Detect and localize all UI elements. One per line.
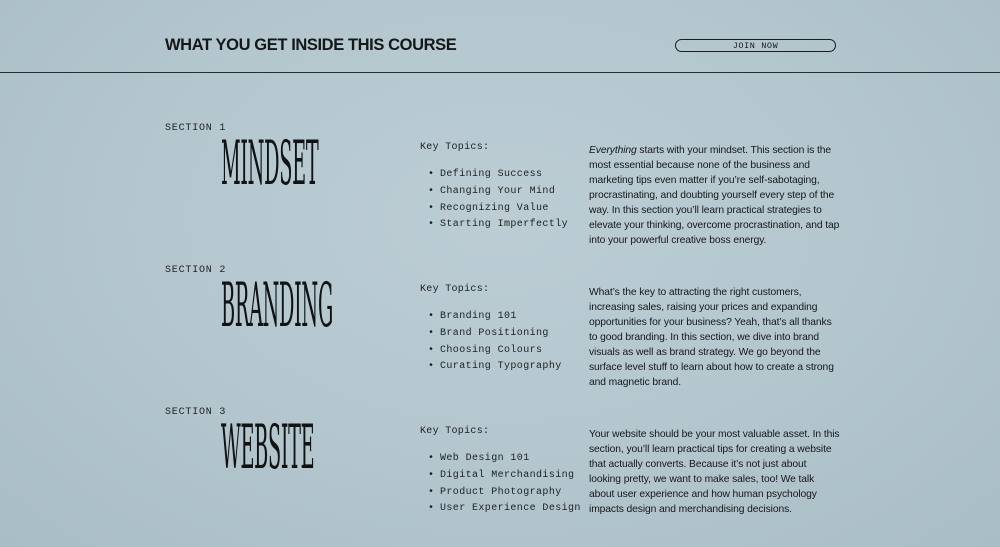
section-description: Your website should be your most valuable asset. In this section, you’ll learn practical tips for creating a website that actually converts. Because it’s not just about looking pretty, we want to make sales, too! We talk about user experience and how human psychology impacts design and merchandising decisions.: [589, 429, 840, 515]
topic-item: • Branding 101: [428, 311, 517, 322]
description-emphasis: Everything: [589, 145, 637, 156]
topics-heading: Key Topics:: [420, 426, 490, 437]
topics-heading: Key Topics:: [420, 142, 490, 153]
section-mindset: [0, 123, 1000, 263]
topic-item: • Curating Typography: [428, 361, 562, 373]
header: [0, 0, 1000, 73]
section-description: What’s the key to attracting the right customers, increasing sales, raising your prices and expanding opportunities for your business? Yeah, that’s all thanks to good branding. In this section, we dive into brand visuals as well as brand strategy. We go beyond the surface level stuff to learn about how to create a strong and magnetic brand.: [589, 287, 834, 388]
section-title: WEBSITE: [221, 413, 315, 484]
topics-list: [428, 309, 562, 376]
topic-item: • Changing Your Mind: [428, 185, 556, 197]
page-title: WHAT YOU GET INSIDE THIS COURSE: [165, 36, 457, 54]
section-title: MINDSET: [221, 129, 319, 200]
section-label: SECTION 3: [165, 407, 227, 418]
topic-item: • Defining Success: [428, 169, 543, 180]
section-description: Everything starts with your mindset. This section is the most essential because none of the business and marketing tips even matter if you’re self-sabotaging, procrastinating, and doubting yourself every step of the way. In this section you’ll learn practical strategies to elevate your thinking, overcome procrastination, and tap into your powerful creative boss energy.: [589, 145, 840, 246]
topics-heading: Key Topics:: [420, 284, 490, 295]
section-branding: [0, 265, 1000, 405]
topic-item: • Brand Positioning: [428, 327, 549, 339]
section-label: SECTION 1: [165, 123, 227, 134]
section-label: SECTION 2: [165, 265, 227, 276]
topics-list: [428, 167, 568, 234]
section-title: BRANDING: [221, 271, 333, 342]
topic-item: • Digital Merchandising: [428, 469, 575, 481]
section-website: [0, 407, 1000, 547]
topic-item: • Product Photography: [428, 486, 562, 498]
topics-list: [428, 451, 581, 518]
topic-item: • Starting Imperfectly: [428, 219, 569, 231]
topic-item: • Recognizing Value: [428, 202, 549, 214]
topic-item: • Web Design 101: [428, 453, 530, 464]
join-now-button[interactable]: JOIN NOW: [675, 39, 836, 52]
topic-item: • Choosing Colours: [428, 344, 543, 356]
topic-item: • User Experience Design: [428, 503, 581, 515]
